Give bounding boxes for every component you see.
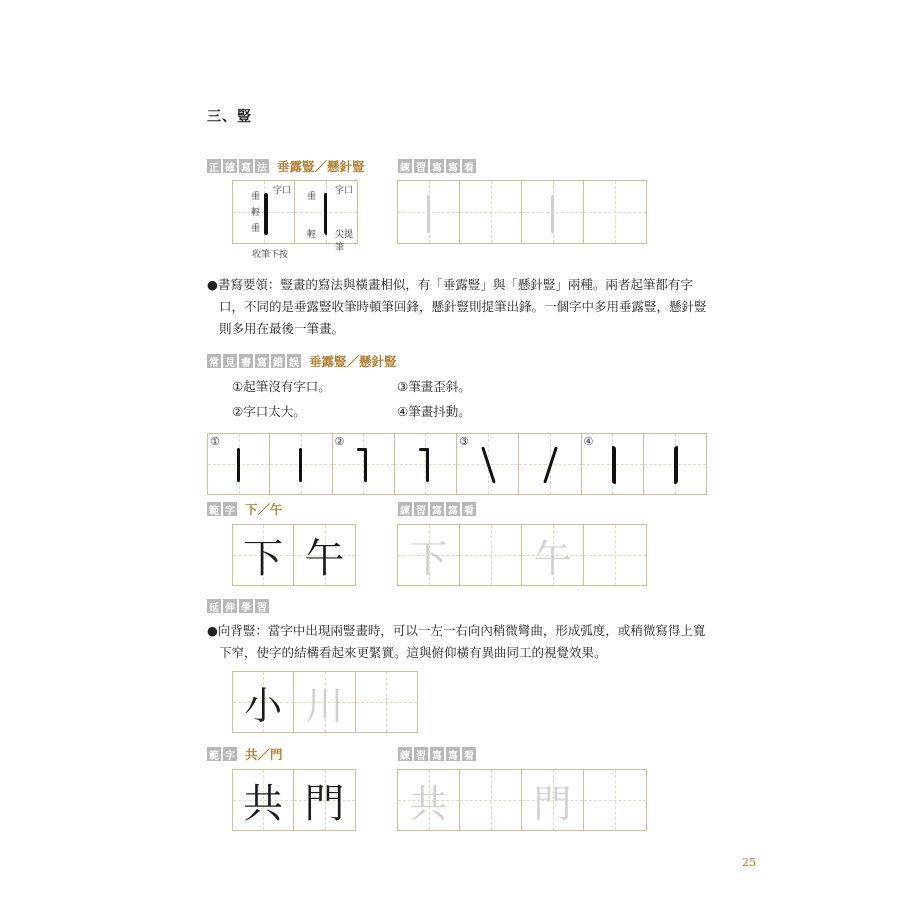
grid-cell — [457, 434, 519, 494]
grid-cell — [294, 672, 355, 732]
practice-grid-1 — [397, 180, 647, 244]
writing-points-line: 口，不同的是垂露豎收筆時頓筆回鋒，懸針豎則提筆出鋒。一個字中多用垂露豎，懸針豎 — [219, 299, 707, 314]
error-item: ④筆畫抖動。 — [397, 404, 471, 419]
grid-cell — [356, 672, 417, 732]
tag-errors — [207, 353, 397, 369]
error-item: ③筆畫歪斜。 — [397, 379, 471, 394]
tag-box: 寫 — [446, 502, 460, 516]
tag-correct — [207, 158, 365, 174]
grid-cell — [522, 525, 584, 585]
tag-box: 寫 — [430, 159, 444, 173]
trace-char: 門 — [533, 781, 572, 826]
tag-practice-2 — [398, 501, 478, 517]
grid-cell — [294, 770, 355, 830]
grid-cell — [460, 525, 522, 585]
grid-cell — [522, 770, 584, 830]
tag-box: 寫 — [446, 159, 460, 173]
practice-grid-3 — [397, 769, 647, 831]
tag-example-2 — [207, 746, 283, 762]
grid-cell — [233, 770, 294, 830]
tag-extend — [207, 598, 271, 614]
grid-cell — [460, 770, 522, 830]
tag-box: 範 — [207, 747, 221, 761]
grid-cell — [233, 525, 294, 585]
tag-box: 延 — [207, 599, 221, 613]
grid-cell — [522, 181, 584, 243]
tag-box: 寫 — [430, 502, 444, 516]
tag-box: 字 — [223, 502, 237, 516]
cell-number: ② — [334, 435, 345, 448]
trace-char: 午 — [533, 536, 572, 581]
tag-box: 伸 — [223, 599, 237, 613]
grid-cell — [208, 434, 270, 494]
grid-cell — [233, 181, 295, 243]
tag-box: 誤 — [287, 354, 301, 368]
tag-box: 範 — [207, 502, 221, 516]
annot-below: 收筆下按 — [252, 250, 289, 260]
grid-cell — [582, 434, 644, 494]
grid-cell — [398, 770, 460, 830]
grid-cell — [270, 434, 332, 494]
grid-cell — [584, 770, 646, 830]
tag-box: 看 — [462, 747, 476, 761]
page-title: 三、豎 — [207, 109, 252, 125]
vertical-stroke — [264, 193, 268, 235]
grid-cell — [333, 434, 395, 494]
extend-grid — [232, 671, 418, 733]
grid-cell — [644, 434, 706, 494]
tag-box: 錯 — [271, 354, 285, 368]
correct-grid — [232, 180, 358, 253]
example-char: 門 — [304, 780, 345, 827]
annot-text: 輕 — [251, 208, 261, 218]
tag-box: 書 — [239, 354, 253, 368]
writing-points — [207, 274, 707, 340]
annot-text: 重 — [307, 192, 317, 202]
extend-line: 向背豎：當字中出現兩豎畫時，可以一左一右向內稍微彎曲，形成弧度，或稍微寫得上寬 — [217, 623, 706, 638]
grid-cell — [460, 181, 522, 243]
tag-subtitle: 共／門 — [245, 747, 283, 762]
grid-cell — [395, 434, 457, 494]
example-char: 小 — [244, 683, 283, 728]
grid-cell — [519, 434, 581, 494]
tag-practice — [398, 158, 478, 174]
annot-text: 字口 — [335, 186, 354, 196]
tag-box: 寫 — [446, 747, 460, 761]
cell-number: ③ — [459, 435, 469, 448]
trace-char: 下 — [409, 536, 448, 581]
errors-grid — [207, 433, 707, 495]
tag-box: 練 — [398, 502, 412, 516]
tag-subtitle: 垂露豎／懸針豎 — [309, 354, 397, 369]
annot-text: 字口 — [273, 186, 292, 196]
writing-points-line: 則多用在最後一筆畫。 — [219, 321, 345, 336]
grid-cell — [398, 181, 460, 243]
annot-text: 重 — [251, 224, 261, 234]
tag-box: 常 — [207, 354, 221, 368]
grid-cell — [294, 525, 355, 585]
trace-char: 共 — [409, 781, 448, 826]
tag-box: 看 — [462, 502, 476, 516]
page-number: 25 — [742, 856, 756, 869]
tag-box: 法 — [255, 159, 269, 173]
tag-box: 寫 — [255, 354, 269, 368]
tag-subtitle: 垂露豎／懸針豎 — [277, 159, 365, 174]
error-item: ②字口太大。 — [232, 404, 306, 419]
grid-cell — [398, 525, 460, 585]
extend-text — [207, 620, 707, 664]
tag-box: 學 — [239, 599, 253, 613]
cell-number: ① — [210, 435, 220, 448]
example-char: 午 — [304, 535, 345, 582]
cell-number: ④ — [583, 435, 594, 448]
example-grid-1 — [232, 524, 356, 586]
extend-line: 下窄，使字的結構看起來更緊實。這與俯仰橫有異曲同工的視覺效果。 — [219, 645, 607, 660]
tag-box: 習 — [255, 599, 269, 613]
tag-box: 正 — [207, 159, 221, 173]
error-item: ①起筆沒有字口。 — [232, 379, 331, 394]
grid-cell — [233, 672, 294, 732]
tag-box: 寫 — [430, 747, 444, 761]
tag-example-1 — [207, 501, 283, 517]
annot-text: 輕 — [307, 230, 317, 240]
example-grid-2 — [232, 769, 356, 831]
tag-box: 習 — [414, 502, 428, 516]
tag-box: 見 — [223, 354, 237, 368]
tag-box: 看 — [462, 159, 476, 173]
grid-cell — [584, 525, 646, 585]
grid-cell — [584, 181, 646, 243]
annot-text: 重 — [251, 192, 261, 202]
tag-practice-3 — [398, 746, 478, 762]
writing-points-line: 書寫要領：豎畫的寫法與橫畫相似，有「垂露豎」與「懸針豎」兩種。兩者起筆都有字 — [217, 277, 693, 292]
grid-cell — [295, 181, 357, 253]
trace-char: 川 — [305, 683, 344, 728]
tag-box: 練 — [398, 159, 412, 173]
tag-box: 確 — [223, 159, 237, 173]
vertical-stroke — [324, 193, 327, 235]
practice-grid-2 — [397, 524, 647, 586]
tag-box: 練 — [398, 747, 412, 761]
tag-box: 寫 — [239, 159, 253, 173]
tag-subtitle: 下／午 — [245, 502, 283, 517]
example-char: 共 — [243, 780, 283, 827]
bullet: ● — [207, 277, 218, 292]
tag-box: 字 — [223, 747, 237, 761]
example-char: 下 — [243, 535, 283, 582]
tag-box: 習 — [414, 159, 428, 173]
tag-box: 習 — [414, 747, 428, 761]
bullet: ● — [207, 623, 218, 638]
annot-text: 尖提筆 — [335, 230, 354, 253]
